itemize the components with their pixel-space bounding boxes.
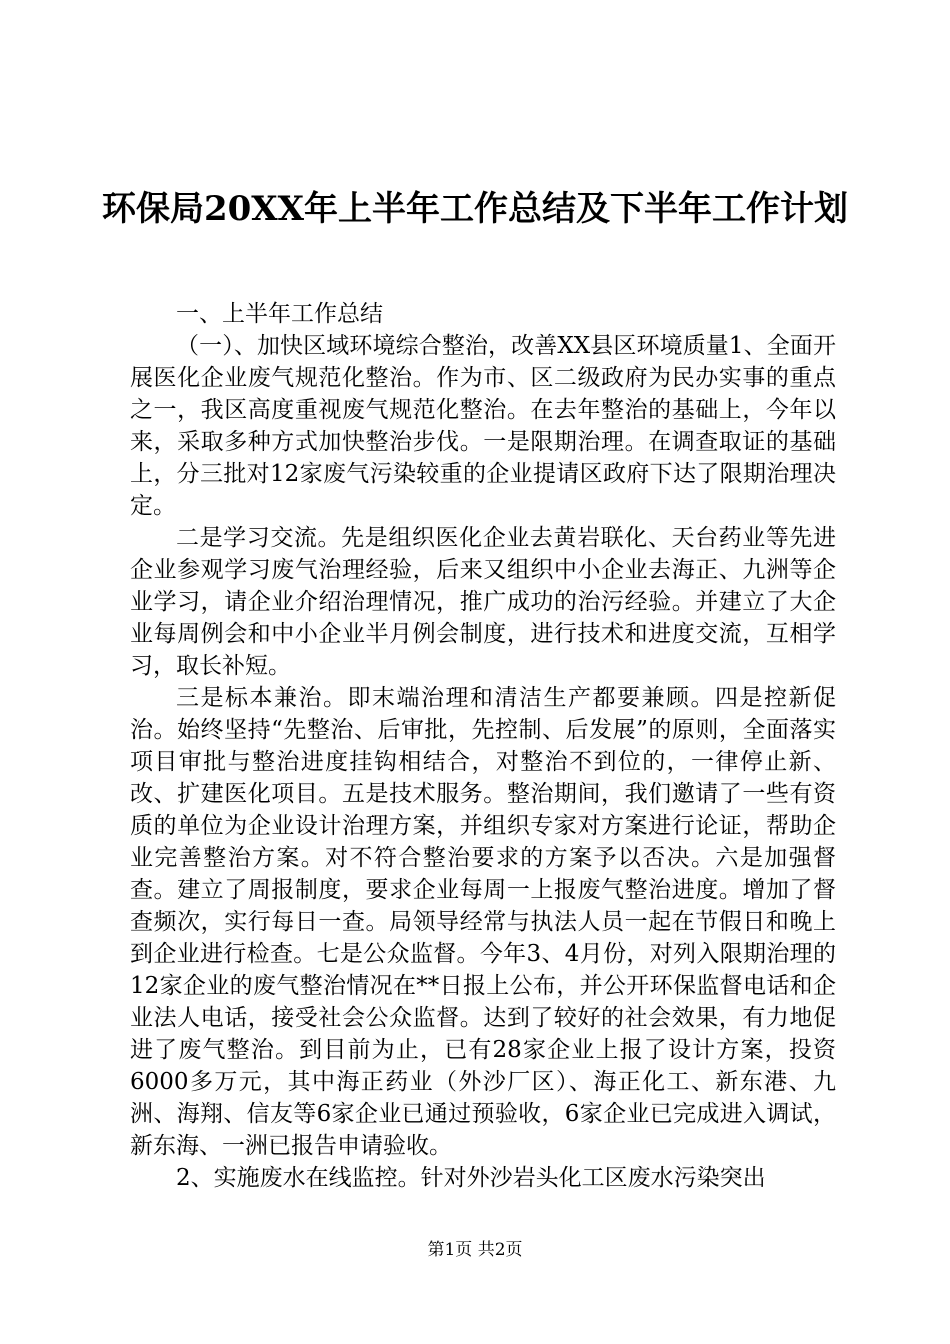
section-heading: 一、上半年工作总结 xyxy=(176,301,383,327)
paragraph: 二是学习交流。先是组织医化企业去黄岩联化、天台药业等先进企业参观学习废气治理经验，后来又组织中小企业去海正、九洲等企业学习，请企业介绍治理情况，推广成功的治污经验。并建立了大企业每周例会和中小企业半月例会制度，进行技术和进度交流，互相学习，取长补短。 xyxy=(130,525,836,679)
document-title: 环保局20XX年上半年工作总结及下半年工作计划 xyxy=(101,189,849,229)
paragraph: 三是标本兼治。即末端治理和清洁生产都要兼顾。四是控新促治。始终坚持“先整治、后审批，先控制、后发展”的原则，全面落实项目审批与整治进度挂钩相结合，对整治不到位的，一律停止新、改、扩建医化项目。五是技术服务。整治期间，我们邀请了一些有资质的单位为企业设计治理方案，并组织专家对方案进行论证，帮助企业完善整治方案。对不符合整治要求的方案予以否决。六是加强督查。建立了周报制度，要求企业每周一上报废气整治进度。增加了督查频次，实行每日一查。局领导经常与执法人员一起在节假日和晚上到企业进行检查。七是公众监督。今年3、4月份，对列入限期治理的12家企业的废气整治情况在**日报上公布，并公开环保监督电话和企业法人电话，接受社会公众监督。达到了较好的社会效果，有力地促进了废气整治。到目前为止，已有28家企业上报了设计方案，投资6000多万元，其中海正药业（外沙厂区）、海正化工、新东港、九洲、海翔、信友等6家企业已通过预验收，6家企业已完成进入调试，新东海、一洲已报告申请验收。 xyxy=(130,685,836,1159)
document-body xyxy=(130,298,836,1194)
paragraph: 2、实施废水在线监控。针对外沙岩头化工区废水污染突出 xyxy=(176,1165,766,1191)
paragraph: （一）、加快区域环境综合整治，改善XX县区环境质量1、全面开展医化企业废气规范化整治。作为市、区二级政府为民办实事的重点之一，我区高度重视废气规范化整治。在去年整治的基础上，今年以来，采取多种方式加快整治步伐。一是限期治理。在调查取证的基础上，分三批对12家废气污染较重的企业提请区政府下达了限期治理决定。 xyxy=(130,333,836,519)
page-footer: 第1页 共2页 xyxy=(427,1240,523,1260)
